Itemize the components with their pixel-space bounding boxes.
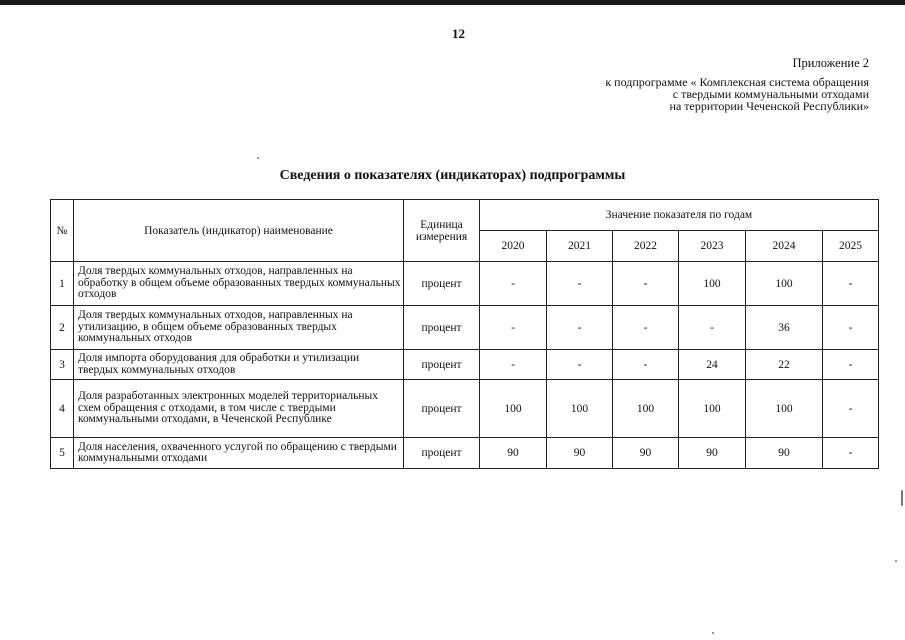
value-cell: 36 bbox=[746, 306, 823, 350]
indicator-name: Доля твердых коммунальных отходов, направленных на утилизацию, в общем объеме образованных твердых коммунальных отходов bbox=[74, 306, 404, 350]
value-cell: - bbox=[823, 262, 879, 306]
value-cell: 100 bbox=[613, 380, 679, 438]
header-year: 2022 bbox=[613, 231, 679, 262]
indicator-name: Доля твердых коммунальных отходов, направленных на обработку в общем объеме образованных твердых коммунальных отходов bbox=[74, 262, 404, 306]
appendix-line: к подпрограмме « Комплексная система обращения bbox=[605, 75, 869, 89]
indicator-name: Доля разработанных электронных моделей территориальных схем обращения с отходами, в том числе с твердыми коммунальными отходами, в Чеченской Республике bbox=[74, 380, 404, 438]
unit-cell: процент bbox=[404, 262, 480, 306]
header-year: 2021 bbox=[547, 231, 613, 262]
value-cell: 90 bbox=[480, 438, 547, 469]
header-unit: Единица измерения bbox=[404, 200, 480, 262]
value-cell: - bbox=[547, 262, 613, 306]
value-cell: - bbox=[613, 306, 679, 350]
row-number: 3 bbox=[51, 350, 74, 380]
appendix-block bbox=[605, 57, 869, 112]
value-cell: - bbox=[679, 306, 746, 350]
page-number: 12 bbox=[452, 26, 465, 41]
table-row bbox=[51, 306, 879, 350]
header-year: 2024 bbox=[746, 231, 823, 262]
value-cell: - bbox=[613, 350, 679, 380]
value-cell: 22 bbox=[746, 350, 823, 380]
value-cell: 100 bbox=[480, 380, 547, 438]
scan-speck bbox=[895, 560, 897, 562]
unit-cell: процент bbox=[404, 306, 480, 350]
appendix-title: Приложение 2 bbox=[792, 56, 869, 70]
scan-speck bbox=[257, 157, 259, 159]
scan-speck bbox=[901, 490, 903, 506]
table-row bbox=[51, 380, 879, 438]
header-year: 2023 bbox=[679, 231, 746, 262]
value-cell: 100 bbox=[746, 262, 823, 306]
scan-speck bbox=[712, 632, 714, 634]
header-years-group: Значение показателя по годам bbox=[480, 200, 879, 231]
header-year: 2025 bbox=[823, 231, 879, 262]
value-cell: 90 bbox=[679, 438, 746, 469]
header-year: 2020 bbox=[480, 231, 547, 262]
value-cell: - bbox=[480, 262, 547, 306]
row-number: 1 bbox=[51, 262, 74, 306]
value-cell: - bbox=[823, 438, 879, 469]
header-number: № bbox=[51, 200, 74, 262]
row-number: 4 bbox=[51, 380, 74, 438]
value-cell: 100 bbox=[746, 380, 823, 438]
table-row bbox=[51, 438, 879, 469]
table-row bbox=[51, 262, 879, 306]
header-indicator: Показатель (индикатор) наименование bbox=[74, 200, 404, 262]
appendix-line: на территории Чеченской Республики» bbox=[669, 99, 869, 113]
unit-cell: процент bbox=[404, 350, 480, 380]
table-row bbox=[51, 350, 879, 380]
row-number: 2 bbox=[51, 306, 74, 350]
unit-cell: процент bbox=[404, 380, 480, 438]
indicators-table bbox=[50, 199, 879, 469]
value-cell: 90 bbox=[746, 438, 823, 469]
row-number: 5 bbox=[51, 438, 74, 469]
value-cell: - bbox=[547, 306, 613, 350]
value-cell: - bbox=[480, 350, 547, 380]
value-cell: - bbox=[480, 306, 547, 350]
document-title: Сведения о показателях (индикаторах) подпрограммы bbox=[279, 168, 626, 183]
scan-top-border bbox=[0, 0, 905, 5]
unit-cell: процент bbox=[404, 438, 480, 469]
value-cell: - bbox=[547, 350, 613, 380]
value-cell: - bbox=[613, 262, 679, 306]
value-cell: 100 bbox=[679, 262, 746, 306]
value-cell: 100 bbox=[679, 380, 746, 438]
header-row bbox=[51, 200, 879, 231]
value-cell: 90 bbox=[547, 438, 613, 469]
value-cell: 90 bbox=[613, 438, 679, 469]
value-cell: 100 bbox=[547, 380, 613, 438]
value-cell: 24 bbox=[679, 350, 746, 380]
indicator-name: Доля импорта оборудования для обработки и утилизации твердых коммунальных отходов bbox=[74, 350, 404, 380]
value-cell: - bbox=[823, 306, 879, 350]
indicator-name: Доля населения, охваченного услугой по обращению с твердыми коммунальными отходами bbox=[74, 438, 404, 469]
value-cell: - bbox=[823, 380, 879, 438]
appendix-line: с твердыми коммунальными отходами bbox=[672, 87, 869, 101]
value-cell: - bbox=[823, 350, 879, 380]
